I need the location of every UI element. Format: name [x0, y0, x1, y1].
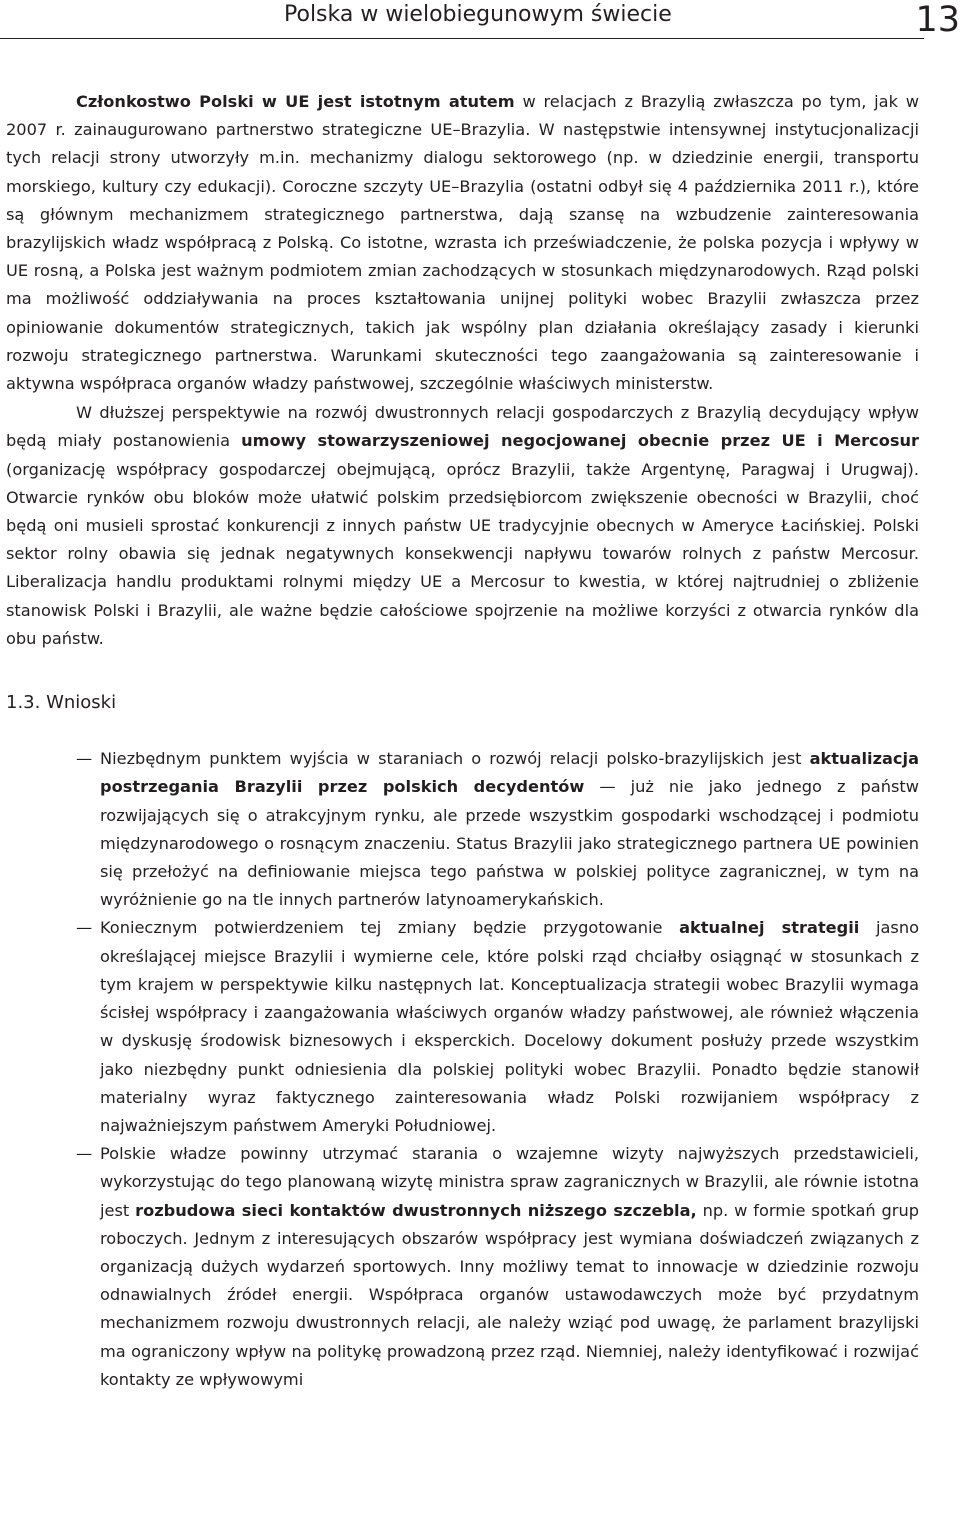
item-text: Niezbędnym punktem wyjścia w staraniach o rozwój relacji polsko-brazylijskich jest — [100, 749, 810, 769]
item-text: Koniecznym potwierdzeniem tej zmiany będzie przygotowanie — [100, 918, 680, 938]
page-number: 13 — [915, 0, 960, 40]
header-rule — [0, 38, 924, 39]
paragraph-text: w relacjach z Brazylią zwłaszcza po tym, jak w 2007 r. zainaugurowano partnerstwo strategiczne UE–Brazylia. W następstwie intensywnej instytucjonalizacji tych relacji strony utworzyły m.in. mechanizmy dialogu sektorowego (np. w dziedzinie energii, transportu morskiego, kultury czy edukacji). Coroczne szczyty UE–Brazylia (ostatni odbył się 4 października 2011 r.), które są głównym mechanizmem strategicznego partnerstwa, dają szansę na wzbudzenie zainteresowania brazylijskich władz współpracą z Polską. Co istotne, wzrasta ich przeświadczenie, że polska pozycja i wpływy w UE rosną, a Polska jest ważnym podmiotem zmian zachodzących w stosunkach międzynarodowych. Rząd polski ma możliwość oddziaływania na proces kształtowania unijnej polityki wobec Brazylii zwłaszcza przez opiniowanie dokumentów strategicznych, takich jak wspólny plan działania określający zasady i kierunki rozwoju strategicznego partnerstwa. Warunkami skuteczności tego zaangażowania są zainteresowanie i aktywna współpraca organów władzy państwowej, szczególnie właściwych ministerstw. — [6, 92, 920, 394]
dash-bullet: — — [76, 918, 93, 938]
page-body — [6, 88, 919, 1394]
paragraph-eu-membership — [6, 88, 919, 398]
dash-bullet: — — [76, 749, 93, 769]
bold-phrase: umowy stowarzyszeniowej negocjowanej obecnie przez UE i Mercosur — [241, 431, 919, 451]
running-title: Polska w wielobiegunowym świecie — [284, 2, 672, 27]
item-text: Polskie władze powinny utrzymać starania o wzajemne wizyty najwyższych przedstawicieli, wykorzystując do tego planowaną wizytę ministra spraw zagranicznych w Brazylii, ale równie istotna jest — [100, 1144, 919, 1220]
bold-phrase: aktualnej strategii — [679, 918, 860, 938]
list-item — [6, 745, 919, 914]
bold-phrase: rozbudowa sieci kontaktów dwustronnych niższego szczebla, — [135, 1200, 697, 1220]
paragraph-mercosur — [6, 399, 919, 653]
paragraph-text: (organizację współpracy gospodarczej obejmującą, oprócz Brazylii, także Argentynę, Paragwaj i Urugwaj). Otwarcie rynków obu bloków może ułatwić polskim przedsiębiorcom zwiększenie obecności w Brazylii, choć będą oni musieli sprostać konkurencji z innych państw UE tradycyjnie obecnych w Ameryce Łacińskiej. Polski sektor rolny obawia się jednak negatywnych konsekwencji napływu towarów rolnych z państw Mercosur. Liberalizacja handlu produktami rolnymi między UE a Mercosur to kwestia, w której najtrudniej o zbliżenie stanowisk Polski i Brazylii, ale ważne będzie całościowe spojrzenie na możliwe korzyści z otwarcia rynków dla obu państw. — [6, 459, 919, 648]
list-item — [6, 914, 919, 1140]
page-header — [0, 0, 960, 50]
paragraph-text: W dłuższej perspektywie na rozwój dwustronnych relacji gospodarczych z Brazylią decydujący wpływ będą miały postanowienia — [6, 403, 919, 451]
item-text: — już nie jako jednego z państw rozwijających się o atrakcyjnym rynku, ale przede wszystkim gospodarki wschodzącej i podmiotu międzynarodowego o rosnącym znaczeniu. Status Brazylii jako strategicznego partnera UE powinien się przełożyć na definiowanie miejsca tego państwa w polskiej polityce zagranicznej, w tym na wyróżnienie go na tle innych partnerów latynoamerykańskich. — [100, 777, 919, 910]
bold-lead: Członkostwo Polski w UE jest istotnym atutem — [76, 92, 515, 111]
dash-bullet: — — [76, 1144, 93, 1164]
bold-phrase: aktualizacja postrzegania Brazylii przez polskich decydentów — [100, 749, 919, 797]
item-text: np. w formie spotkań grup roboczych. Jednym z interesujących obszarów współpracy jest wymiana doświadczeń związanych z organizacją dużych wydarzeń sportowych. Inny możliwy temat to innowacje w dziedzinie rozwoju odnawialnych źródeł energii. Współpraca organów ustawodawczych może być przydatnym mechanizmem rozwoju dwustronnych relacji, ale należy wziąć pod uwagę, że parlament brazylijski ma ograniczony wpływ na politykę prowadzoną przez rząd. Niemniej, należy identyfikować i rozwijać kontakty ze wpływowymi — [100, 1200, 920, 1389]
item-text: jasno określającej miejsce Brazylii i wymierne cele, które polski rząd chciałby osiągnąć w stosunkach z tym krajem w perspektywie kilku następnych lat. Konceptualizacja strategii wobec Brazylii wymaga ścisłej współpracy i zaangażowania właściwych organów władzy państwowej, ale również włączenia w dyskusję środowisk biznesowych i eksperckich. Docelowy dokument posłuży przede wszystkim jako niezbędny punkt odniesienia dla polskiej polityki wobec Brazylii. Ponadto będzie stanowił materialny wyraz faktycznego zainteresowania władz Polski rozwijaniem współpracy z najważniejszym państwem Ameryki Południowej. — [100, 918, 919, 1135]
list-item — [6, 1140, 919, 1394]
section-heading: 1.3. Wnioski — [6, 692, 117, 714]
conclusions-list — [6, 745, 919, 1394]
